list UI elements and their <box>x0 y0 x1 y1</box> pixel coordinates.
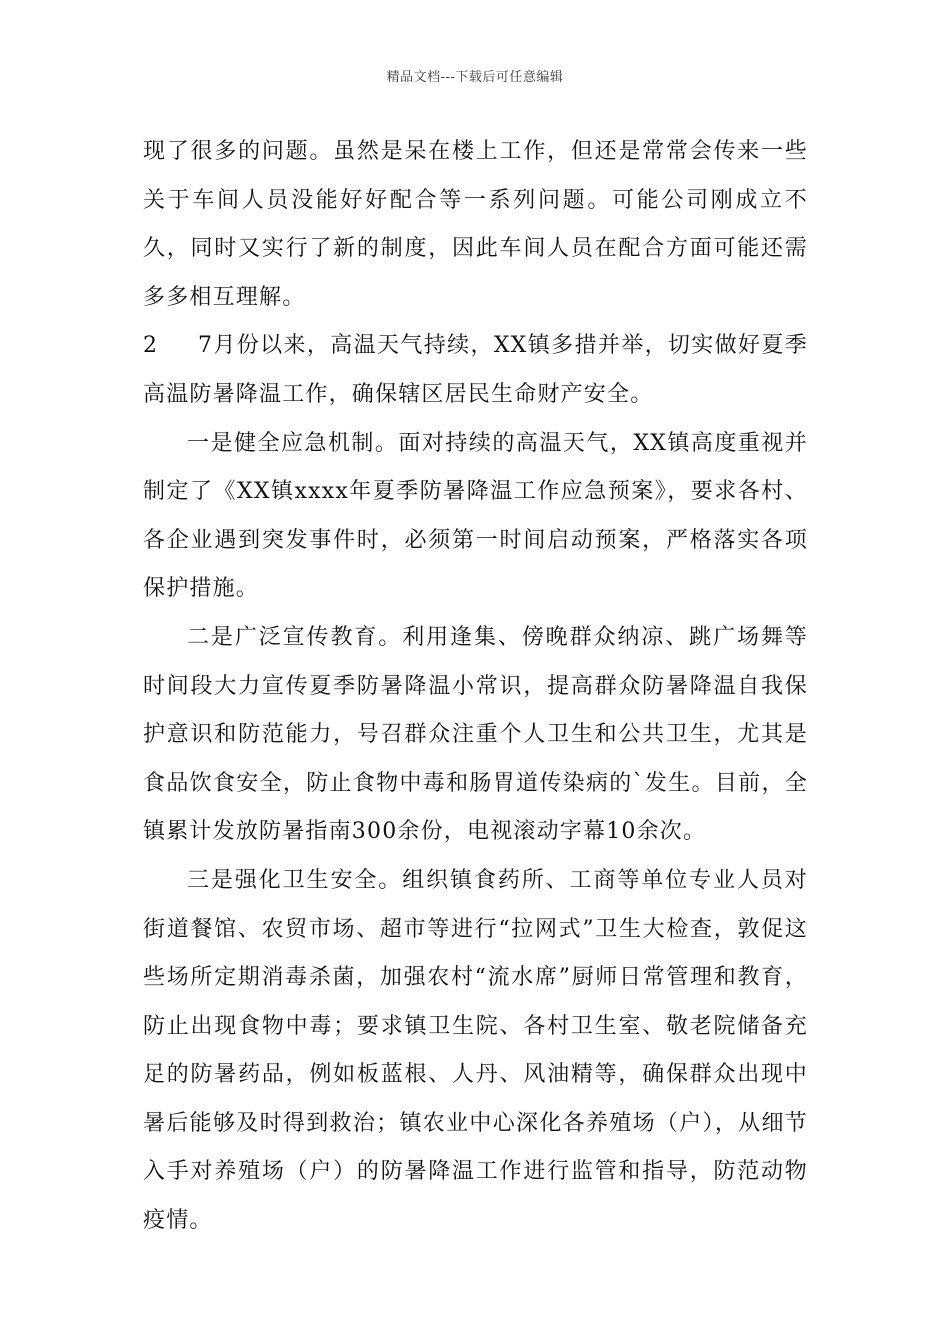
paragraph-numbered <box>143 322 808 419</box>
paragraph-health-safety: 三是强化卫生安全。组织镇食药所、工商等单位专业人员对街道餐馆、农贸市场、超市等进行“拉网式”卫生大检查，敦促这些场所定期消毒杀菌，加强农村“流水席”厨师日常管理和教育，防止出现食物中毒；要求镇卫生院、各村卫生室、敬老院储备充足的防暑药品，例如板蓝根、人丹、风油精等，确保群众出现中暑后能够及时得到救治；镇农业中心深化各养殖场（户），从细节入手对养殖场（户）的防暑降温工作进行监管和指导，防范动物疫情。 <box>143 867 808 1234</box>
page-header: 精品文档---下载后可任意编辑 <box>386 70 564 85</box>
paragraph-publicity-education: 二是广泛宣传教育。利用逢集、傍晚群众纳凉、跳广场舞等时间段大力宣传夏季防暑降温小常识，提高群众防暑降温自我保护意识和防范能力，号召群众注重个人卫生和公共卫生，尤其是食品饮食安全，防止食物中毒和肠胃道传染病的`发生。目前，全镇累计发放防暑指南300余份，电视滚动字幕10余次。 <box>143 624 808 845</box>
paragraph-continuation: 现了很多的问题。虽然是呆在楼上工作，但还是常常会传来一些关于车间人员没能好好配合等一系列问题。可能公司刚成立不久，同时又实行了新的制度，因此车间人员在配合方面可能还需多多相互理解。 <box>143 139 808 310</box>
paragraph-emergency-mechanism: 一是健全应急机制。面对持续的高温天气，XX镇高度重视并制定了《XX镇xxxx年夏季防暑降温工作应急预案》，要求各村、各企业遇到突发事件时，必须第一时间启动预案，严格落实各项保护措施。 <box>143 430 808 602</box>
paragraph-numbered-text: 7月份以来，高温天气持续，XX镇多措并举，切实做好夏季高温防暑降温工作，确保辖区居民生命财产安全。 <box>143 333 808 407</box>
paragraph-number: 2 <box>143 333 159 359</box>
document-body <box>143 128 808 1246</box>
